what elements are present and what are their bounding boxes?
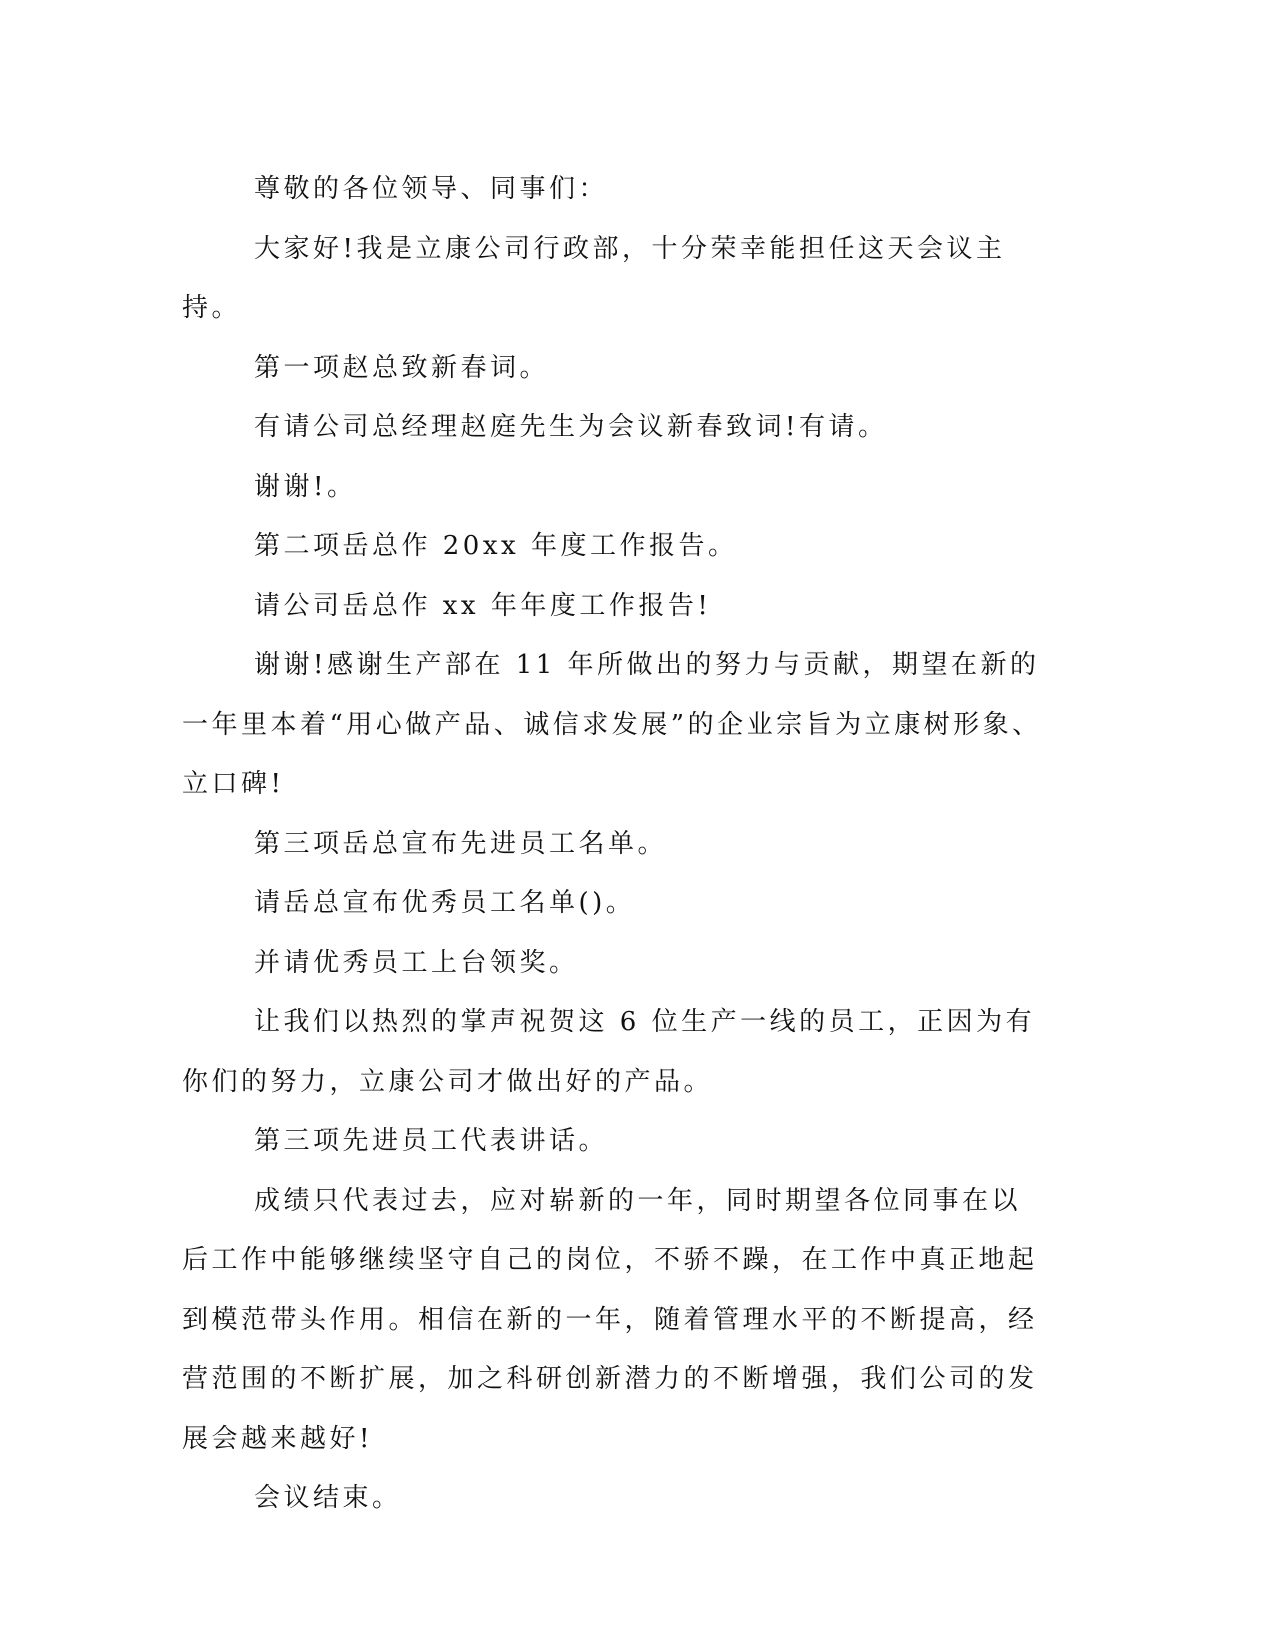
paragraph-greeting: 大家好!我是立康公司行政部，十分荣幸能担任这天会议主持。 [182,233,1006,323]
paragraph-item-3: 第三项岳总宣布先进员工名单。 [254,828,668,859]
paragraph-award: 并请优秀员工上台领奖。 [254,947,579,978]
document-body [182,160,1050,1529]
paragraph-announce-list: 请岳总宣布优秀员工名单()。 [254,888,636,918]
paragraph-meeting-end: 会议结束。 [254,1483,402,1513]
paragraph-applause: 让我们以热烈的掌声祝贺这 6 位生产一线的员工，正因为有你们的努力，立康公司才做出好的产品。 [182,1007,1036,1097]
paragraph-item-3b: 第三项先进员工代表讲话。 [254,1126,609,1156]
paragraph-item-1: 第一项赵总致新春词。 [254,352,550,383]
paragraph-item-2: 第二项岳总作 20xx 年度工作报告。 [254,531,738,561]
salutation: 尊敬的各位领导、同事们： [254,174,609,204]
paragraph-invite-zhao: 有请公司总经理赵庭先生为会议新春致词!有请。 [254,412,888,442]
paragraph-closing-remarks: 成绩只代表过去，应对崭新的一年，同时期望各位同事在以后工作中能够继续坚守自己的岗位，不骄不躁，在工作中真正地起到模范带头作用。相信在新的一年，随着管理水平的不断提高，经营范围的不断扩展，加之科研创新潜力的不断增强，我们公司的发展会越来越好! [182,1185,1038,1454]
paragraph-invite-yue-report: 请公司岳总作 xx 年年度工作报告! [254,590,712,621]
paragraph-thanks-1: 谢谢!。 [254,471,357,502]
paragraph-thanks-production: 谢谢!感谢生产部在 11 年所做出的努力与贡献，期望在新的一年里本着“用心做产品、诚信求发展”的企业宗旨为立康树形象、立口碑! [182,650,1042,799]
